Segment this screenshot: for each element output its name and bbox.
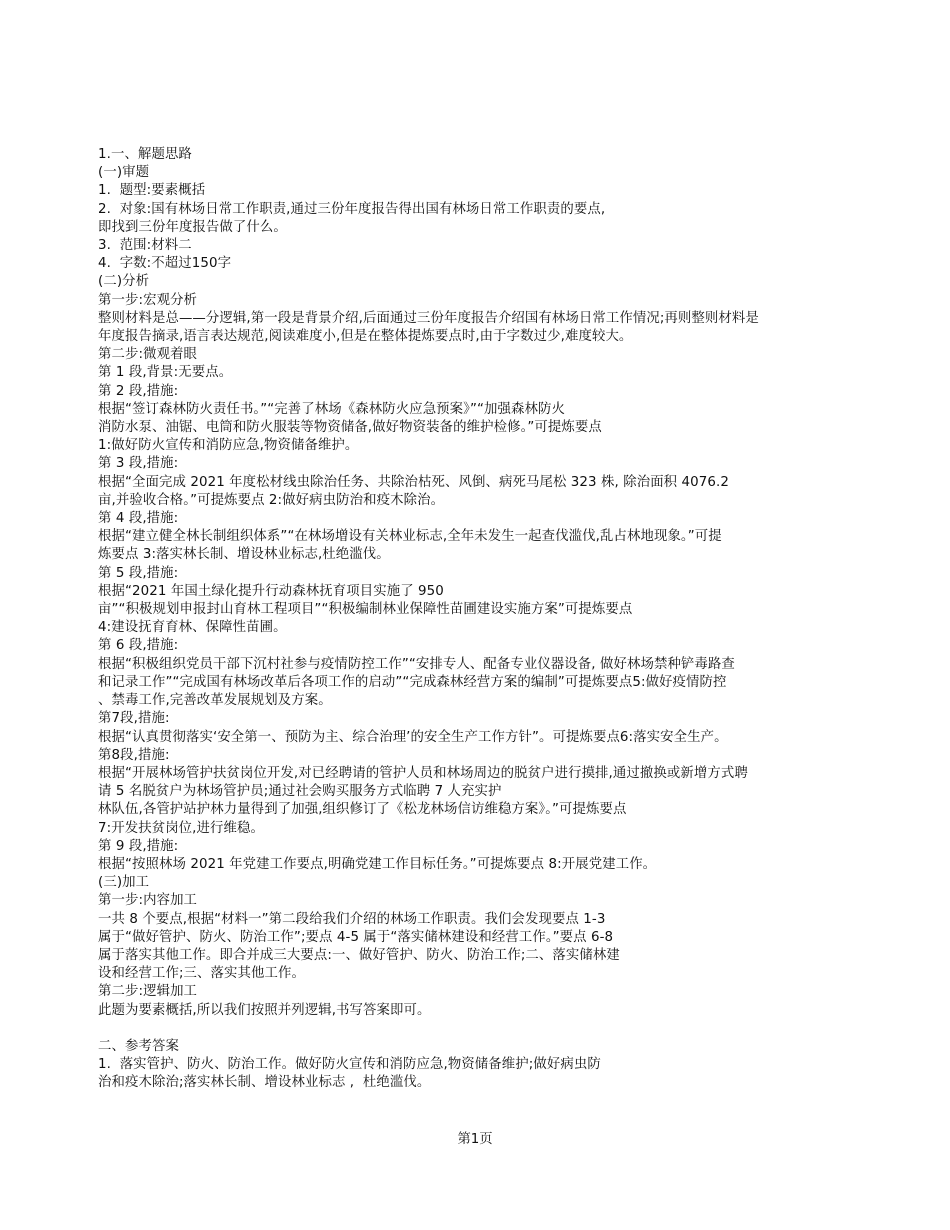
text-line: 1:做好防火宣传和消防应急,物资储备维护。 [98,438,359,454]
text-line: 和记录工作”“完成国有林场改革后各项工作的启动”“完成森林经营方案的编制”可提炼要点5:做好疫情防控 [98,674,727,690]
text-line: 属于“做好管护、防火、防治工作”;要点 4-5 属于“落实储林建设和经营工作。”要点 6-8 [98,929,614,945]
text-line: 第 1 段,背景:无要点。 [98,365,233,381]
text-line: 治和疫木除治;落实林长制、增设林业标志 , 杜绝滥伐。 [98,1075,431,1091]
page-number: 第1页 [457,1132,493,1147]
text-line: 二、参考答案 [98,1038,179,1054]
text-line: 3. 范围:材料二 [98,238,192,254]
text-line: 、禁毒工作,完善改革发展规划及方案。 [98,693,332,709]
text-line: 根据“建立健全林长制组织体系”“在林场增设有关林业标志,全年未发生一起查伐滥伐,乱占林地现象。”可提 [98,529,722,545]
text-line: 即找到三份年度报告做了什么。 [98,219,287,235]
text-line: 亩”“积极规划申报封山育林工程项目”“积极编制林业保障性苗圃建设实施方案”可提炼要点 [98,602,633,618]
text-line: 根据“积极组织党员干部下沉村社参与疫情防控工作”“安排专人、配备专业仪器设备, 做好林场禁种铲毒路查 [98,656,735,672]
text-line: (一)审题 [98,165,150,181]
text-line: 第7段,措施: [98,711,170,727]
text-line: 亩,并验收合格。”可提炼要点 2:做好病虫防治和疫木除治。 [98,492,445,508]
text-line: 第一步:内容加工 [98,893,198,909]
text-line: 2. 对象:国有林场日常工作职责,通过三份年度报告得出国有林场日常工作职责的要点, [98,201,606,217]
text-line: 设和经营工作;三、落实其他工作。 [98,966,305,982]
text-line: 根据“全面完成 2021 年度松材线虫除治任务、共除治枯死、风倒、病死马尾松 323 株, 除治面积 4076.2 [98,474,729,490]
text-line: 请 5 名脱贫户为林场管护员;通过社会购买服务方式临聘 7 人充实护 [98,784,502,800]
blank-line [98,1020,878,1038]
text-line: 第 3 段,措施: [98,456,179,472]
document-body [98,146,878,1093]
text-line: 炼要点 3:落实林长制、增设林业标志,杜绝滥伐。 [98,547,390,563]
text-line: 第 5 段,措施: [98,565,179,581]
text-line: 第二步:微观着眼 [98,347,198,363]
text-line: 年度报告摘录,语言表达规范,阅读难度小,但是在整体提炼要点时,由于字数过少,难度较大。 [98,329,633,345]
text-line: 7:开发扶贫岗位,进行维稳。 [98,820,264,836]
text-line: 整则材料是总——分逻辑,第一段是背景介绍,后面通过三份年度报告介绍国有林场日常工作情况;再则整则材料是 [98,310,759,326]
text-line: 根据“2021 年国土绿化提升行动森林抚育项目实施了 950 [98,583,444,599]
text-line: (三)加工 [98,875,150,891]
text-line: 消防水泵、油锯、电筒和防火服装等物资储备,做好物资装备的维护检修。”可提炼要点 [98,420,602,436]
text-line: 1. 题型:要素概括 [98,183,206,199]
text-line: 一共 8 个要点,根据“材料一”第二段给我们介绍的林场工作职责。我们会发现要点 1-3 [98,911,606,927]
text-line: 根据“签订森林防火责任书。”“完善了林场《森林防火应急预案》”“加强森林防火 [98,401,565,417]
text-line: 属于落实其他工作。即合并成三大要点:一、做好管护、防火、防治工作;二、落实储林建 [98,947,620,963]
text-line: 第 6 段,措施: [98,638,179,654]
text-line: 第 2 段,措施: [98,383,179,399]
text-line: 第 4 段,措施: [98,511,179,527]
text-line: 第二步:逻辑加工 [98,984,198,1000]
text-line: 根据“认真贯彻落实‘安全第一、预防为主、综合治理’的安全生产工作方针”。可提炼要点6:落实安全生产。 [98,729,728,745]
text-line: 根据“按照林场 2021 年党建工作要点,明确党建工作目标任务。”可提炼要点 8:开展党建工作。 [98,856,657,872]
text-line: 第 9 段,措施: [98,838,179,854]
text-line: 第一步:宏观分析 [98,292,198,308]
text-line: 第8段,措施: [98,747,170,763]
text-line: 根据“开展林场管护扶贫岗位开发,对已经聘请的管护人员和林场周边的脱贫户进行摸排,通过撤换或新增方式聘 [98,765,748,781]
text-line: 林队伍,各管护站护林力量得到了加强,组织修订了《松龙林场信访维稳方案》。”可提炼要点 [98,802,627,818]
text-line: 1.一、解题思路 [98,147,192,162]
text-line: (二)分析 [98,274,150,290]
text-line: 4:建设抚育育林、保障性苗圃。 [98,620,287,636]
text-line: 4. 字数:不超过150字 [98,256,232,272]
text-line: 此题为要素概括,所以我们按照并列逻辑,书写答案即可。 [98,1002,431,1018]
text-line: 1. 落实管护、防火、防治工作。做好防火宣传和消防应急,物资储备维护;做好病虫防 [98,1057,601,1073]
